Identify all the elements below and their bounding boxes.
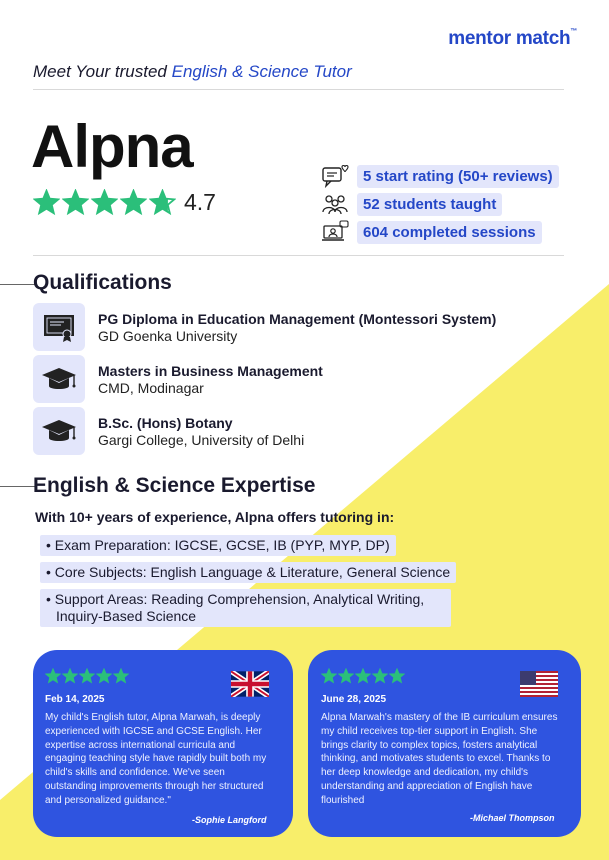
graduation-cap-icon <box>41 365 77 393</box>
star-icon <box>120 189 147 216</box>
star-icon <box>91 189 118 216</box>
review-text: Alpna Marwah's mastery of the IB curriculum ensures my child receives top-tier support in English. She brings clarity to complex topics, fosters analytical thinking, and motivates students to excel. Thanks to her deep knowledge and dedication, my child's understanding and appreciation of English have flourished <box>321 712 558 806</box>
star-icon <box>96 668 112 684</box>
section-marker-line <box>0 486 36 487</box>
qualification-item <box>33 355 323 403</box>
graduation-cap-icon <box>41 417 77 445</box>
star-icon <box>62 189 89 216</box>
expertise-bullet: • Support Areas: Reading Comprehension, Analytical Writing, Inquiry-Based Science <box>40 589 451 627</box>
review-text: My child's English tutor, Alpna Marwah, is deeply experienced with IGCSE and GCSE English. Her expertise across international curricula and engaging teaching style have rapidly built both my child's skills and confidence. We've seen outstanding improvements through her structured and personalized guidance." <box>45 712 267 806</box>
star-icon <box>45 668 61 684</box>
us-flag-icon <box>520 671 558 697</box>
stat-reviews-label: 5 start rating (50+ reviews) <box>357 165 559 188</box>
expertise-intro: With 10+ years of experience, Alpna offers tutoring in: <box>35 509 395 525</box>
tutor-name: Alpna <box>31 113 193 180</box>
qualification-item <box>33 303 496 351</box>
review-author: -Sophie Langford <box>192 815 267 825</box>
rating-stars <box>33 189 178 216</box>
star-icon <box>113 668 129 684</box>
certificate-icon <box>42 312 76 342</box>
rating-value: 4.7 <box>184 189 216 215</box>
star-icon <box>355 668 371 684</box>
online-session-icon <box>321 220 349 244</box>
qualification-degree: PG Diploma in Education Management (Montessori System) <box>98 310 497 327</box>
expertise-bullet: • Core Subjects: English Language & Literature, General Science <box>40 562 456 583</box>
stat-sessions <box>321 220 542 244</box>
star-icon <box>338 668 354 684</box>
qualification-institution: CMD, Modinagar <box>98 379 204 396</box>
review-chat-icon <box>321 164 349 188</box>
qualification-degree: B.Sc. (Hons) Botany <box>98 414 233 431</box>
qualification-institution: Gargi College, University of Delhi <box>98 431 305 448</box>
star-icon <box>389 668 405 684</box>
star-icon <box>372 668 388 684</box>
rating-row <box>33 189 216 216</box>
star-icon <box>79 668 95 684</box>
review-date: June 28, 2025 <box>321 694 387 705</box>
stat-sessions-label: 604 completed sessions <box>357 221 542 244</box>
qualifications-title: Qualifications <box>33 271 172 294</box>
students-group-icon <box>321 192 349 216</box>
qualification-item <box>33 407 304 455</box>
qualification-degree: Masters in Business Management <box>98 362 323 379</box>
review-stars <box>321 668 406 684</box>
stat-students-label: 52 students taught <box>357 193 502 216</box>
review-author: -Michael Thompson <box>470 813 555 823</box>
uk-flag-icon <box>231 671 269 697</box>
section-marker-line <box>0 284 36 285</box>
tagline: Meet Your trusted English & Science Tutor <box>33 62 352 81</box>
brand-logo: mentor match™ <box>448 28 577 49</box>
star-icon <box>321 668 337 684</box>
expertise-title: English & Science Expertise <box>33 474 316 497</box>
qualification-institution: GD Goenka University <box>98 327 238 344</box>
expertise-bullet: • Exam Preparation: IGCSE, GCSE, IB (PYP, MYP, DP) <box>40 535 396 556</box>
star-icon <box>62 668 78 684</box>
divider <box>33 89 564 90</box>
divider <box>33 255 564 256</box>
stat-reviews <box>321 164 559 188</box>
review-date: Feb 14, 2025 <box>45 694 105 705</box>
star-icon <box>33 189 60 216</box>
review-stars <box>45 668 130 684</box>
star-icon <box>149 189 176 216</box>
stat-students <box>321 192 502 216</box>
